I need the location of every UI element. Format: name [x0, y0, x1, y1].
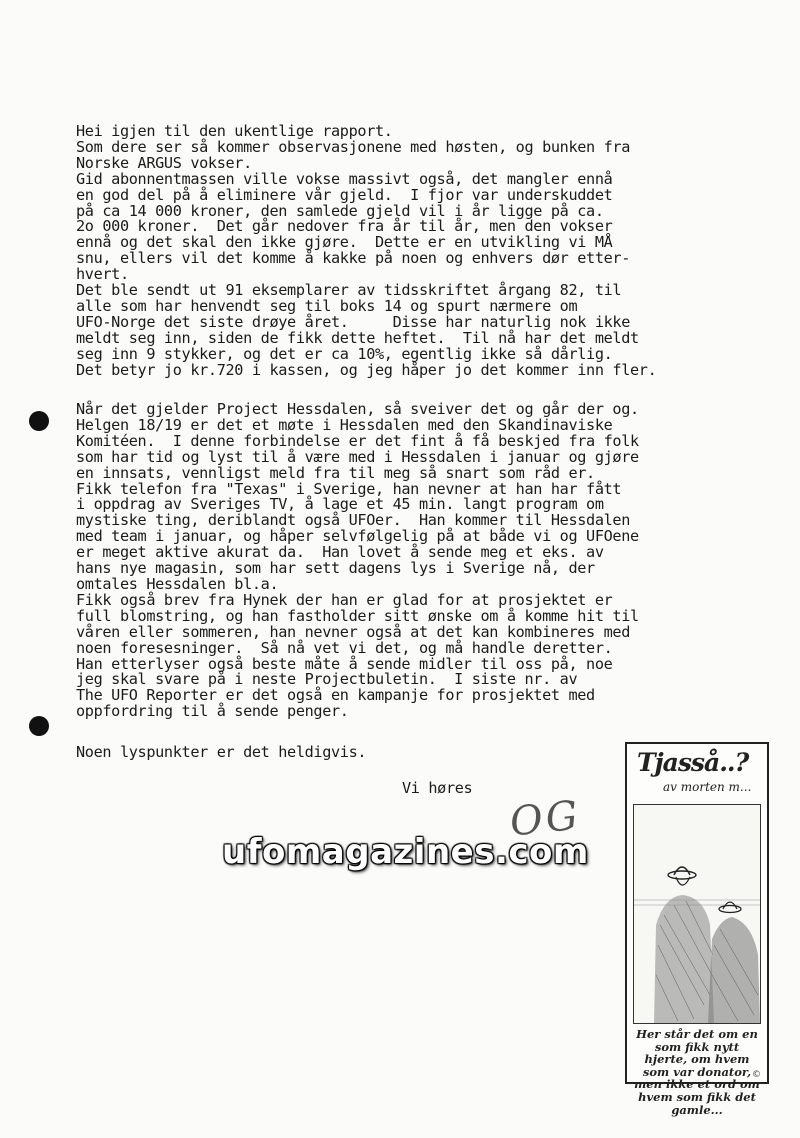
- typed-line: oppfordring til å sende penger.: [76, 702, 349, 721]
- handwritten-initials: OG: [507, 792, 583, 846]
- clipping-title: Tjasså..?: [637, 748, 749, 777]
- typed-line: UFO-Norge det siste drøye året. Disse har naturlig nok ikke: [76, 312, 631, 331]
- signoff: Vi høres: [402, 779, 473, 797]
- typed-line: meldt seg inn, siden de fikk dette heftet. Til nå har det meldt: [76, 328, 639, 347]
- typed-line: i oppdrag av Sveriges TV, å lage et 45 min. langt program om: [76, 495, 604, 514]
- typed-line: hans nye magasin, som har sett dagens lys i Sverige nå, der: [76, 559, 595, 578]
- typed-line: Norske ARGUS vokser.: [76, 153, 252, 172]
- typed-line: noen foresesninger. Så nå vet vi det, og må handle deretter.: [76, 638, 613, 657]
- typed-line: Det ble sendt ut 91 eksemplarer av tidsskriftet årgang 82, til: [76, 281, 622, 300]
- typed-line: Som dere ser så kommer observasjonene med høsten, og bunken fra: [76, 137, 631, 156]
- closing-line: Noen lyspunkter er det heldigvis.: [76, 743, 367, 761]
- typed-line: seg inn 9 stykker, og det er ca 10%, egentlig ikke så dårlig.: [76, 344, 613, 363]
- typed-line: Komitéen. I denne forbindelse er det fint å få beskjed fra folk: [76, 431, 639, 450]
- typed-line: Helgen 18/19 er det et møte i Hessdalen med den Skandinaviske: [76, 415, 613, 434]
- clipping-caption: Her står det om en som fikk nytt hjerte, om hvem som var donator, men ikke et ord om hvem som fikk det gamle...: [634, 1027, 760, 1117]
- typed-line: Gid abonnentmassen ville vokse massivt også, det mangler ennå: [76, 169, 613, 188]
- typed-line: ennå og det skal den ikke gjøre. Dette er en utvikling vi MÅ: [76, 233, 613, 252]
- typed-line: en god del på å eliminere vår gjeld. I fjor var underskuddet: [76, 185, 613, 204]
- typed-line: med team i januar, og håper selvfølgelig på at både vi og UFOene: [76, 527, 639, 546]
- typed-line: alle som har henvendt seg til boks 14 og spurt nærmere om: [76, 296, 578, 315]
- typed-line: Når det gjelder Project Hessdalen, så sveiver det og går der og.: [76, 400, 639, 418]
- typed-line: The UFO Reporter er det også en kampanje for prosjektet med: [76, 686, 595, 705]
- punch-hole-bottom: [29, 716, 49, 736]
- watermark: ufomagazines.com: [222, 832, 589, 872]
- typed-line: 2o 000 kroner. Det går nedover fra år til år, men den vokser: [76, 217, 613, 236]
- typed-line: Han etterlyser også beste måte å sende midler til oss på, noe: [76, 654, 613, 673]
- cartoon-illustration: [633, 804, 761, 1024]
- typed-line: hvert.: [76, 265, 129, 284]
- typed-line: omtales Hessdalen bl.a.: [76, 574, 279, 593]
- newspaper-clipping: [625, 742, 769, 1117]
- typed-line: våren eller sommeren, han nevner også at det kan kombineres med: [76, 622, 631, 641]
- copyright-mark: ©: [752, 1070, 761, 1080]
- punch-hole-top: [29, 411, 49, 431]
- typed-line: full blomstring, og han fastholder sitt ønske om å komme hit til: [76, 606, 639, 625]
- typed-line: Fikk også brev fra Hynek der han er glad for at prosjektet er: [76, 590, 613, 609]
- typed-line: Det betyr jo kr.720 i kassen, og jeg håper jo det kommer inn fler.: [76, 360, 657, 379]
- typed-line: er meget aktive akurat da. Han lovet å sende meg et eks. av: [76, 543, 604, 562]
- paragraph-hessdalen: [76, 402, 736, 720]
- typed-line: som har tid og lyst til å være med i Hessdalen i januar og gjøre: [76, 447, 639, 466]
- paragraph-finances: [76, 124, 736, 379]
- cartoon-drawing: [634, 805, 760, 1023]
- typed-line: på ca 14 000 kroner, den samlede gjeld vil i år ligge på ca.: [76, 201, 604, 220]
- typed-line: Hei igjen til den ukentlige rapport.: [76, 122, 393, 140]
- typed-line: snu, ellers vil det komme å kakke på noen og enhvers dør etter-: [76, 249, 631, 268]
- clipping-subtitle: av morten m...: [663, 780, 752, 794]
- typed-line: jeg skal svare på i neste Projectbuletin. I siste nr. av: [76, 670, 578, 689]
- typed-line: en innsats, vennligst meld fra til meg så snart som råd er.: [76, 463, 595, 482]
- typed-line: mystiske ting, deriblandt også UFOer. Han kommer til Hessdalen: [76, 511, 631, 530]
- typed-line: Fikk telefon fra "Texas" i Sverige, han nevner at han har fått: [76, 479, 622, 498]
